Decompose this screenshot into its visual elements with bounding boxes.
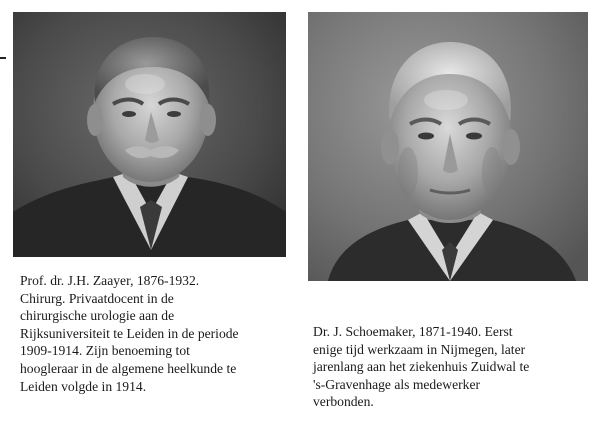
caption-line: Dr. J. Schoemaker, 1871-1940. Eerst bbox=[313, 324, 513, 339]
caption-line: verbonden. bbox=[313, 394, 374, 410]
portrait-photo-schoemaker bbox=[308, 12, 588, 281]
scan-edge-mark bbox=[0, 57, 6, 59]
caption-line: Rijksuniversiteit te Leiden in de periode bbox=[20, 325, 239, 341]
caption-line: 1909-1914. Zijn benoeming tot bbox=[20, 343, 190, 359]
caption-line: Chirurg. Privaatdocent in de bbox=[20, 290, 174, 306]
portrait-schoemaker-image bbox=[308, 12, 588, 281]
portrait-zaayer-image bbox=[13, 12, 286, 257]
caption-line: Leiden volgde in 1914. bbox=[20, 378, 147, 394]
caption-line: jarenlang aan het ziekenhuis Zuidwal te bbox=[313, 359, 530, 375]
portrait-photo-zaayer bbox=[13, 12, 286, 257]
caption-line: Prof. dr. J.H. Zaayer, 1876-1932. bbox=[20, 273, 200, 288]
caption-zaayer bbox=[20, 272, 239, 395]
caption-line: chirurgische urologie aan de bbox=[20, 308, 175, 324]
caption-line: 's-Gravenhage als medewerker bbox=[313, 376, 481, 392]
caption-line: hoogleraar in de algemene heelkunde te bbox=[20, 360, 237, 376]
caption-line: enige tijd werkzaam in Nijmegen, later bbox=[313, 341, 526, 357]
caption-schoemaker bbox=[313, 323, 529, 411]
